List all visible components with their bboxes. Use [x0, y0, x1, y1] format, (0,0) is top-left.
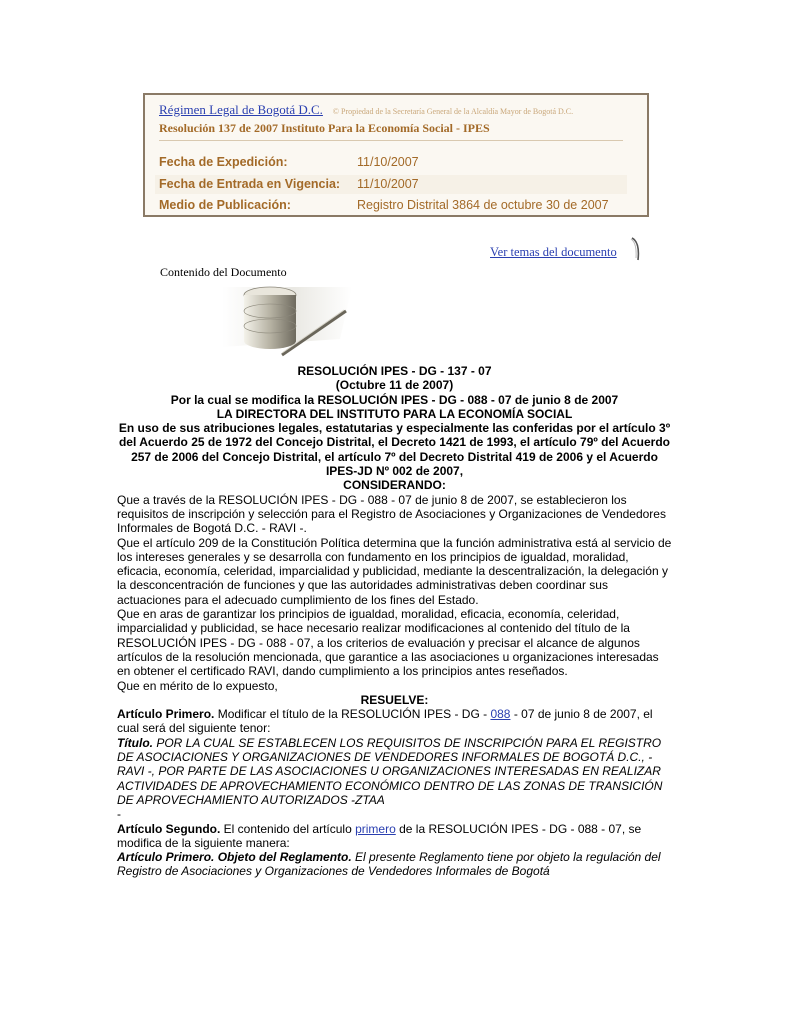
article-objeto [117, 850, 672, 879]
paragraph: Que el artículo 209 de la Constitución Política determina que la función administrativa está al servicio de los intereses generales y se desarrolla con fundamento en los principios de igualdad, moralidad, eficacia, economía, celeridad, imparcialidad y publicidad, mediante la descentralización, la delegación y la desconcentración de funciones y que las autoridades administrativas deben coordinar sus actuaciones para el adecuado cumplimiento de los fines del Estado. [117, 535, 672, 607]
paragraph: Que a través de la RESOLUCIÓN IPES - DG - 088 - 07 de junio 8 de 2007, se establecieron los requisitos de inscripción y selección para el Registro de Asociaciones y Organizaciones de Vendedores Informales de Bogotá D.C. - RAVI -. [117, 492, 666, 536]
meta-row-expedicion [155, 153, 627, 172]
article-text: El contenido del artículo [220, 821, 356, 836]
titulo-dash: - [117, 807, 121, 822]
article-text: Modificar el título de la RESOLUCIÓN IPES - DG - [214, 707, 491, 722]
article-label: Artículo Primero. [117, 707, 215, 722]
meta-value: Registro Distrital 3864 de octubre 30 de 2007 [357, 198, 609, 212]
header-top-line [159, 101, 573, 119]
page-curl-icon [628, 236, 644, 262]
article-segundo [117, 822, 672, 851]
article-label: Artículo Segundo. [117, 821, 221, 836]
paragraph: Que en aras de garantizar los principios de igualdad, moralidad, eficacia, economía, celeridad, imparcialidad y publicidad, se hace necesario realizar modificaciones al contenido del título de la RESOLUCIÓN IPES - DG - 088 - 07, a los criterios de evaluación y precisar el alcance de algunos artículos de la resolución mencionada, que garantice a las asociaciones u organizaciones interesadas en obtener el certificado RAVI, dando cumplimiento a los principios antes reseñados. [117, 607, 659, 679]
resuelve-heading: RESUELVE: [360, 692, 429, 707]
heading-date: (Octubre 11 de 2007) [335, 378, 454, 393]
articulo-primero-link[interactable]: primero [355, 821, 396, 836]
meta-label: Medio de Publicación: [159, 198, 291, 212]
heading-subject: Por la cual se modifica la RESOLUCIÓN IPES - DG - 088 - 07 de junio 8 de 2007 [170, 392, 619, 407]
document-body [117, 364, 672, 879]
meta-value: 11/10/2007 [357, 155, 419, 169]
meta-row-vigencia [155, 175, 627, 194]
titulo-text: POR LA CUAL SE ESTABLECEN LOS REQUISITOS DE INSCRIPCIÓN PARA EL REGISTRO DE ASOCIACIONES Y ORGANIZACIONES DE VENDEDORES INFORMALES DE BOGOTÁ D.C., - RAVI -, POR PARTE DE LAS ASOCIACIONES U ORGANIZACIONES INTERESADAS EN REALIZAR ACTIVIDADES DE APROVECHAMIENTO ECONÓMICO DENTRO DE LAS ZONAS DE TRANSICIÓN DE APROVECHAMIENTO AUTORIZADOS -ZTAA [117, 735, 663, 807]
contenido-label: Contenido del Documento [160, 265, 287, 279]
heading-legal-basis: En uso de sus atribuciones legales, estatutarias y especialmente las conferidas por el artículo 3º del Acuerdo 25 de 1972 del Concejo Distrital, el Decreto 1421 de 1993, el artículo 79º del Acuerdo 257 de 2006 del Concejo Distrital, el artículo 7º del Decreto Distrital 419 de 2006 y el Acuerdo IPES-JD Nº 002 de 2007, [118, 421, 671, 479]
article-text: de la RESOLUCIÓN IPES - DG - 088 - 07, se modifica de la siguiente manera: [117, 821, 642, 850]
meta-value: 11/10/2007 [357, 177, 419, 191]
article-primero [117, 707, 672, 736]
objeto-label: Artículo Primero. Objeto del Reglamento. [117, 850, 352, 865]
header-divider [159, 140, 623, 141]
resolution-088-link[interactable]: 088 [490, 707, 511, 722]
document-header-box [143, 93, 649, 217]
heading-resolution: RESOLUCIÓN IPES - DG - 137 - 07 [297, 364, 492, 378]
meta-label: Fecha de Entrada en Vigencia: [159, 177, 341, 191]
article-text: - 07 de junio 8 de 2007, el cual será del siguiente tenor: [117, 707, 653, 736]
meta-label: Fecha de Expedición: [159, 155, 288, 169]
document-title: Resolución 137 de 2007 Instituto Para la Economía Social - IPES [159, 121, 490, 135]
titulo-label: Título. [117, 735, 153, 750]
article-titulo [117, 736, 672, 807]
considerando-heading: CONSIDERANDO: [343, 478, 446, 493]
paragraph: Que en mérito de lo expuesto, [117, 678, 278, 693]
meta-row-publicacion [155, 196, 627, 215]
objeto-text: El presente Reglamento tiene por objeto la regulación del Registro de Asociaciones y Organizaciones de Vendedores Informales de Bogotá [117, 850, 661, 879]
heading-authority: LA DIRECTORA DEL INSTITUTO PARA LA ECONOMÍA SOCIAL [216, 406, 573, 421]
database-cylinder-icon [222, 281, 352, 359]
regimen-legal-link[interactable]: Régimen Legal de Bogotá D.C. [159, 102, 323, 117]
copyright-note: © Propiedad de la Secretaría General de la Alcaldía Mayor de Bogotá D.C. [332, 107, 574, 116]
ver-temas-link[interactable]: Ver temas del documento [490, 245, 617, 259]
